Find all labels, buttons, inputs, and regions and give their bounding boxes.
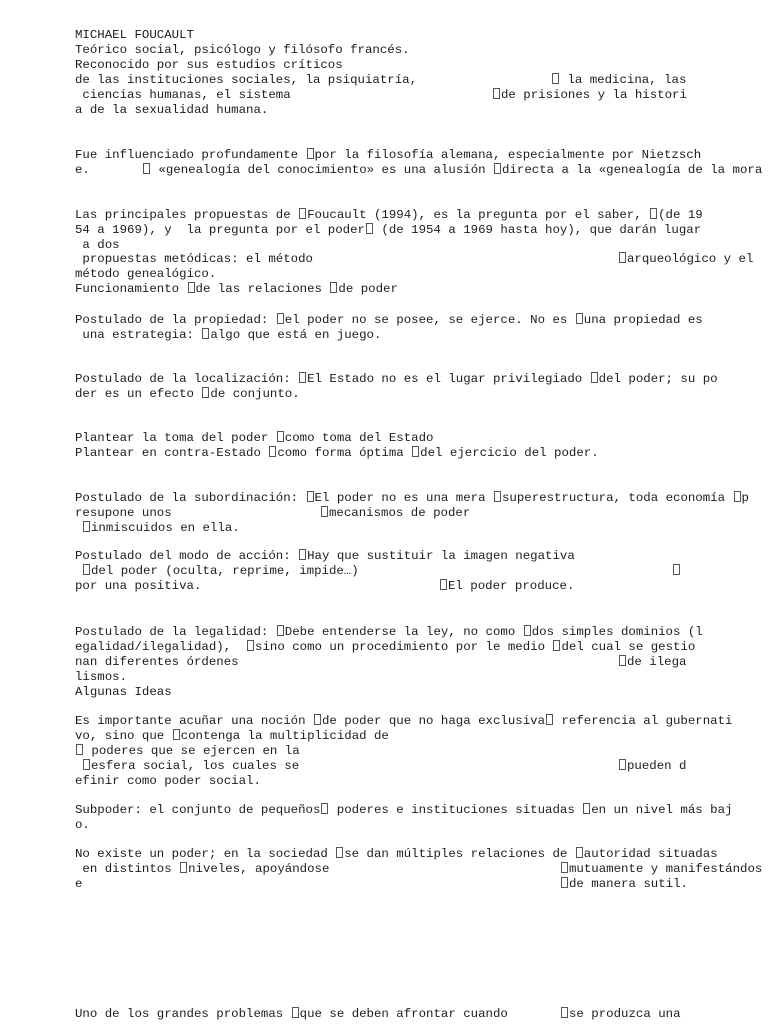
text-line: por una positiva. <box>75 579 202 593</box>
missing-glyph-box <box>553 640 560 651</box>
missing-glyph-box <box>83 521 90 532</box>
text-line: a de la sexualidad humana. <box>75 103 269 117</box>
text-line <box>672 564 681 579</box>
text-line: Es importante acuñar una noción de poder que no haga exclusiva referencia al gubernati <box>75 714 733 728</box>
missing-glyph-box <box>180 862 187 873</box>
text-line: de manera sutil. <box>560 877 688 892</box>
text-line: Postulado de la localización: El Estado no es el lugar privilegiado del poder; su po <box>75 372 718 386</box>
missing-glyph-box <box>247 640 254 651</box>
text-line: mecanismos de poder <box>320 506 470 521</box>
text-line: propuestas metódicas: el método <box>75 252 313 266</box>
missing-glyph-box <box>561 862 568 873</box>
missing-glyph-box <box>202 328 209 339</box>
text-line: arqueológico y el <box>618 252 753 267</box>
missing-glyph-box <box>561 1007 568 1018</box>
missing-glyph-box <box>494 163 501 174</box>
missing-glyph-box <box>188 282 195 293</box>
missing-glyph-box <box>202 387 209 398</box>
text-line: Reconocido por sus estudios críticos <box>75 58 343 72</box>
missing-glyph-box <box>307 148 314 159</box>
missing-glyph-box <box>143 163 150 174</box>
missing-glyph-box <box>583 803 590 814</box>
missing-glyph-box <box>321 506 328 517</box>
missing-glyph-box <box>269 446 276 457</box>
text-line: Uno de los grandes problemas que se deben afrontar cuando <box>75 1007 508 1021</box>
text-line: resupone unos <box>75 506 172 520</box>
text-line: esfera social, los cuales se <box>82 759 299 774</box>
missing-glyph-box <box>277 313 284 324</box>
missing-glyph-box <box>591 372 598 383</box>
missing-glyph-box <box>83 759 90 770</box>
text-line: egalidad/ilegalidad), sino como un procedimiento por le medio del cual se gestio <box>75 640 696 654</box>
text-line: e <box>75 877 83 891</box>
missing-glyph-box <box>440 579 447 590</box>
text-line: pueden d <box>618 759 687 774</box>
missing-glyph-box <box>494 491 501 502</box>
text-line: Las principales propuestas de Foucault (1994), es la pregunta por el saber, (de 19 <box>75 208 703 222</box>
text-line: se produzca una <box>560 1007 681 1022</box>
text-line: e. <box>75 163 90 177</box>
missing-glyph-box <box>277 625 284 636</box>
missing-glyph-box <box>650 208 657 219</box>
missing-glyph-box <box>336 847 343 858</box>
missing-glyph-box <box>546 714 553 725</box>
missing-glyph-box <box>619 759 626 770</box>
text-line: lismos. <box>75 670 128 684</box>
text-line: Postulado de la legalidad: Debe entenderse la ley, no como dos simples dominios (l <box>75 625 703 639</box>
missing-glyph-box <box>412 446 419 457</box>
missing-glyph-box <box>734 491 741 502</box>
text-line: «genealogía del conocimiento» es una alusión directa a la «genealogía de la mora <box>142 163 762 178</box>
missing-glyph-box <box>299 372 306 383</box>
text-line: método genealógico. <box>75 267 217 281</box>
text-line: 54 a 1969), y la pregunta por el poder (de 1954 a 1969 hasta hoy), que darán lugar <box>75 223 702 237</box>
text-line: Plantear la toma del poder como toma del Estado <box>75 431 434 445</box>
text-line: El poder produce. <box>439 579 574 594</box>
missing-glyph-box <box>307 491 314 502</box>
text-line: efinir como poder social. <box>75 774 261 788</box>
text-line: vo, sino que contenga la multiplicidad de <box>75 729 389 743</box>
text-line: de ilega <box>618 655 687 670</box>
text-line: la medicina, las <box>551 73 686 88</box>
missing-glyph-box <box>277 431 284 442</box>
text-line: Fue influenciado profundamente por la filosofía alemana, especialmente por Nietzsch <box>75 148 702 162</box>
text-line: poderes que se ejercen en la <box>75 744 300 759</box>
section-heading: Funcionamiento de las relaciones de poder <box>75 282 398 296</box>
missing-glyph-box <box>552 73 559 84</box>
text-line: o. <box>75 818 90 832</box>
text-line: nan diferentes órdenes <box>75 655 239 669</box>
missing-glyph-box <box>76 744 83 755</box>
text-line: una estrategia: algo que está en juego. <box>75 328 382 342</box>
text-line: Teórico social, psicólogo y filósofo francés. <box>75 43 410 57</box>
missing-glyph-box <box>493 88 500 99</box>
missing-glyph-box <box>576 313 583 324</box>
missing-glyph-box <box>619 655 626 666</box>
text-line: Subpoder: el conjunto de pequeños poderes e instituciones situadas en un nivel más baj <box>75 803 733 817</box>
missing-glyph-box <box>524 625 531 636</box>
missing-glyph-box <box>330 282 337 293</box>
text-line: mutuamente y manifestándos <box>560 862 762 877</box>
missing-glyph-box <box>576 847 583 858</box>
missing-glyph-box <box>619 252 626 263</box>
missing-glyph-box <box>292 1007 299 1018</box>
author-heading: MICHAEL FOUCAULT <box>75 28 194 42</box>
text-line: del poder (oculta, reprime, impide…) <box>82 564 359 579</box>
missing-glyph-box <box>173 729 180 740</box>
missing-glyph-box <box>321 803 328 814</box>
missing-glyph-box <box>299 208 306 219</box>
text-line: de las instituciones sociales, la psiquiatría, <box>75 73 418 87</box>
text-line: en distintos niveles, apoyándose <box>75 862 330 876</box>
text-line: Postulado del modo de acción: Hay que sustituir la imagen negativa <box>75 549 575 563</box>
section-heading: Algunas Ideas <box>75 685 172 699</box>
missing-glyph-box <box>314 714 321 725</box>
text-line: Postulado de la propiedad: el poder no se posee, se ejerce. No es una propiedad es <box>75 313 703 327</box>
text-line: Plantear en contra-Estado como forma óptima del ejercicio del poder. <box>75 446 599 460</box>
missing-glyph-box <box>366 223 373 234</box>
text-line: ciencias humanas, el sistema <box>75 88 291 102</box>
missing-glyph-box <box>83 564 90 575</box>
text-line: inmiscuidos en ella. <box>82 521 240 536</box>
text-line: der es un efecto de conjunto. <box>75 387 300 401</box>
text-line: No existe un poder; en la sociedad se dan múltiples relaciones de autoridad situadas <box>75 847 718 861</box>
text-line: a dos <box>75 238 120 252</box>
missing-glyph-box <box>299 549 306 560</box>
text-line: Postulado de la subordinación: El poder no es una mera superestructura, toda economía p <box>75 491 749 505</box>
missing-glyph-box <box>561 877 568 888</box>
missing-glyph-box <box>673 564 680 575</box>
text-line: de prisiones y la histori <box>492 88 687 103</box>
